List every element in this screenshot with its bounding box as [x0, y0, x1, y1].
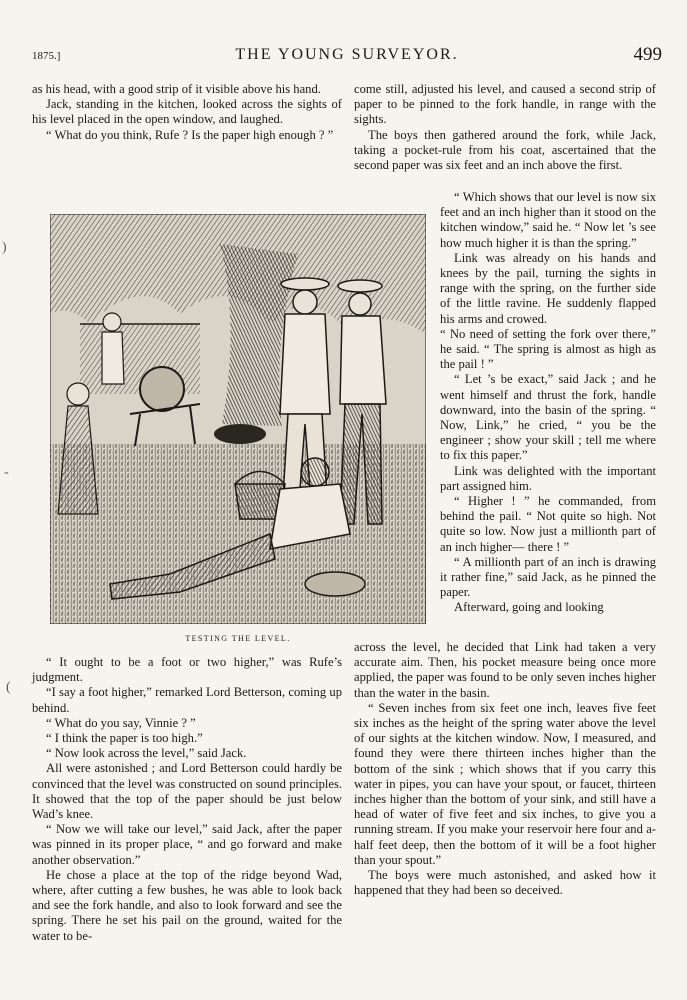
header-year: 1875.]	[32, 50, 61, 62]
paragraph: He chose a place at the top of the ridge beyond Wad, where, after cutting a few bushes, he was able to look back and see the fork handle, and also to look forward and see the spring. There he set his pail on the ground, waited for the water to be-	[32, 867, 342, 943]
paragraph: “ Now look across the level,” said Jack.	[46, 746, 247, 761]
paragraph: “ What do you say, Vinnie ? ”	[46, 715, 196, 730]
margin-mark: -	[4, 465, 9, 480]
paragraph: “ I think the paper is too high.”	[46, 731, 203, 746]
left-column-top	[32, 82, 342, 143]
page-number: 499	[633, 44, 662, 65]
paragraph: “ It ought to be a foot or two higher,” was Rufe’s judgment.	[32, 655, 342, 685]
right-column-bottom	[354, 640, 656, 898]
paragraph: All were astonished ; and Lord Betterson could hardly be convinced that the level was constructed on sound principles. It showed that the top of the paper should be just below Wad’s knee.	[32, 761, 342, 822]
paragraph: “ What do you think, Rufe ? Is the paper high enough ? ”	[46, 127, 334, 142]
paragraph: come still, adjusted his level, and caused a second strip of paper to be pinned to the fork handle, in range with the sights.	[354, 82, 656, 127]
paragraph: “ Which shows that our level is now six feet and an inch higher than it stood on the kitchen window,” said he. “ Now let ’s see how much higher it is than the spring.”	[440, 190, 656, 250]
paragraph: The boys then gathered around the fork, while Jack, taking a pocket-rule from his coat, ascertained that the second paper was six feet and an inch above the first.	[354, 127, 656, 173]
paragraph: Link was delighted with the important part assigned him.	[440, 463, 656, 493]
paragraph: “ No need of setting the fork over there,” he said. “ The spring is almost as high as the pail ! ”	[440, 326, 656, 372]
margin-mark: (	[6, 680, 11, 695]
paragraph: as his head, with a good strip of it visible above his hand.	[32, 82, 321, 96]
paragraph: “ A millionth part of an inch is drawing it rather fine,” said Jack, as he pinned the paper.	[440, 554, 656, 600]
paragraph: “I say a foot higher,” remarked Lord Betterson, coming up behind.	[32, 685, 342, 715]
header-title: THE YOUNG SURVEYOR.	[235, 46, 459, 63]
hat-on-ground	[305, 572, 365, 596]
paragraph: “ Let ’s be exact,” said Jack ; and he went himself and thrust the fork, handle downward, into the basin of the spring. “ Now, Link,” he cried, “ you be the engineer ; show your skill ; tell me where to fix this paper.”	[440, 372, 656, 463]
engraving-illustration	[50, 214, 426, 624]
boy-by-fence	[102, 313, 124, 384]
right-column-wrapped	[440, 190, 656, 616]
right-column-top	[354, 82, 656, 173]
paragraph: “ Now we will take our level,” said Jack, after the paper was pinned in its proper place, “ and go forward and make another observation.”	[32, 822, 342, 867]
dog	[214, 424, 266, 444]
paragraph: The boys were much astonished, and asked how it happened that they had been so deceived.	[354, 868, 656, 898]
paragraph: Afterward, going and looking	[454, 600, 604, 615]
paragraph: “ Seven inches from six feet one inch, leaves five feet six inches as the height of the spring water above the level of our sights at the kitchen window. Now, I measured, and found they were there thirteen inches higher than the bottom of the sink ; which shows that if you carry this water in pipes, you can have your spout, or faucet, thirteen inches higher than the bottom of your sink, and still have a head of water of five feet and six inches, to give you a running stream. If you make your reservoir here four and a-half feet deep, then the bottom of it will be a foot higher than your spout.”	[354, 700, 656, 867]
paragraph: Jack, standing in the kitchen, looked across the sights of his level placed in the open window, and laughed.	[32, 97, 342, 127]
paragraph: Link was already on his hands and knees by the pail, turning the sights in range with the spring, on the further side of the little ravine. He suddenly flapped his arms and crowed.	[440, 250, 656, 326]
margin-mark: )	[2, 240, 7, 255]
left-column-bottom	[32, 655, 342, 944]
illustration-caption: TESTING THE LEVEL.	[185, 634, 291, 643]
paragraph: across the level, he decided that Link had taken a very accurate aim. Then, his pocket measure being once more applied, the paper was found to be only seven inches higher than the water in the basin.	[354, 640, 656, 700]
running-header	[32, 44, 662, 66]
paragraph: “ Higher ! ” he commanded, from behind the pail. “ Not quite so high. Not quite so low. Now just a millionth part of an inch higher— there ! ”	[440, 494, 656, 554]
